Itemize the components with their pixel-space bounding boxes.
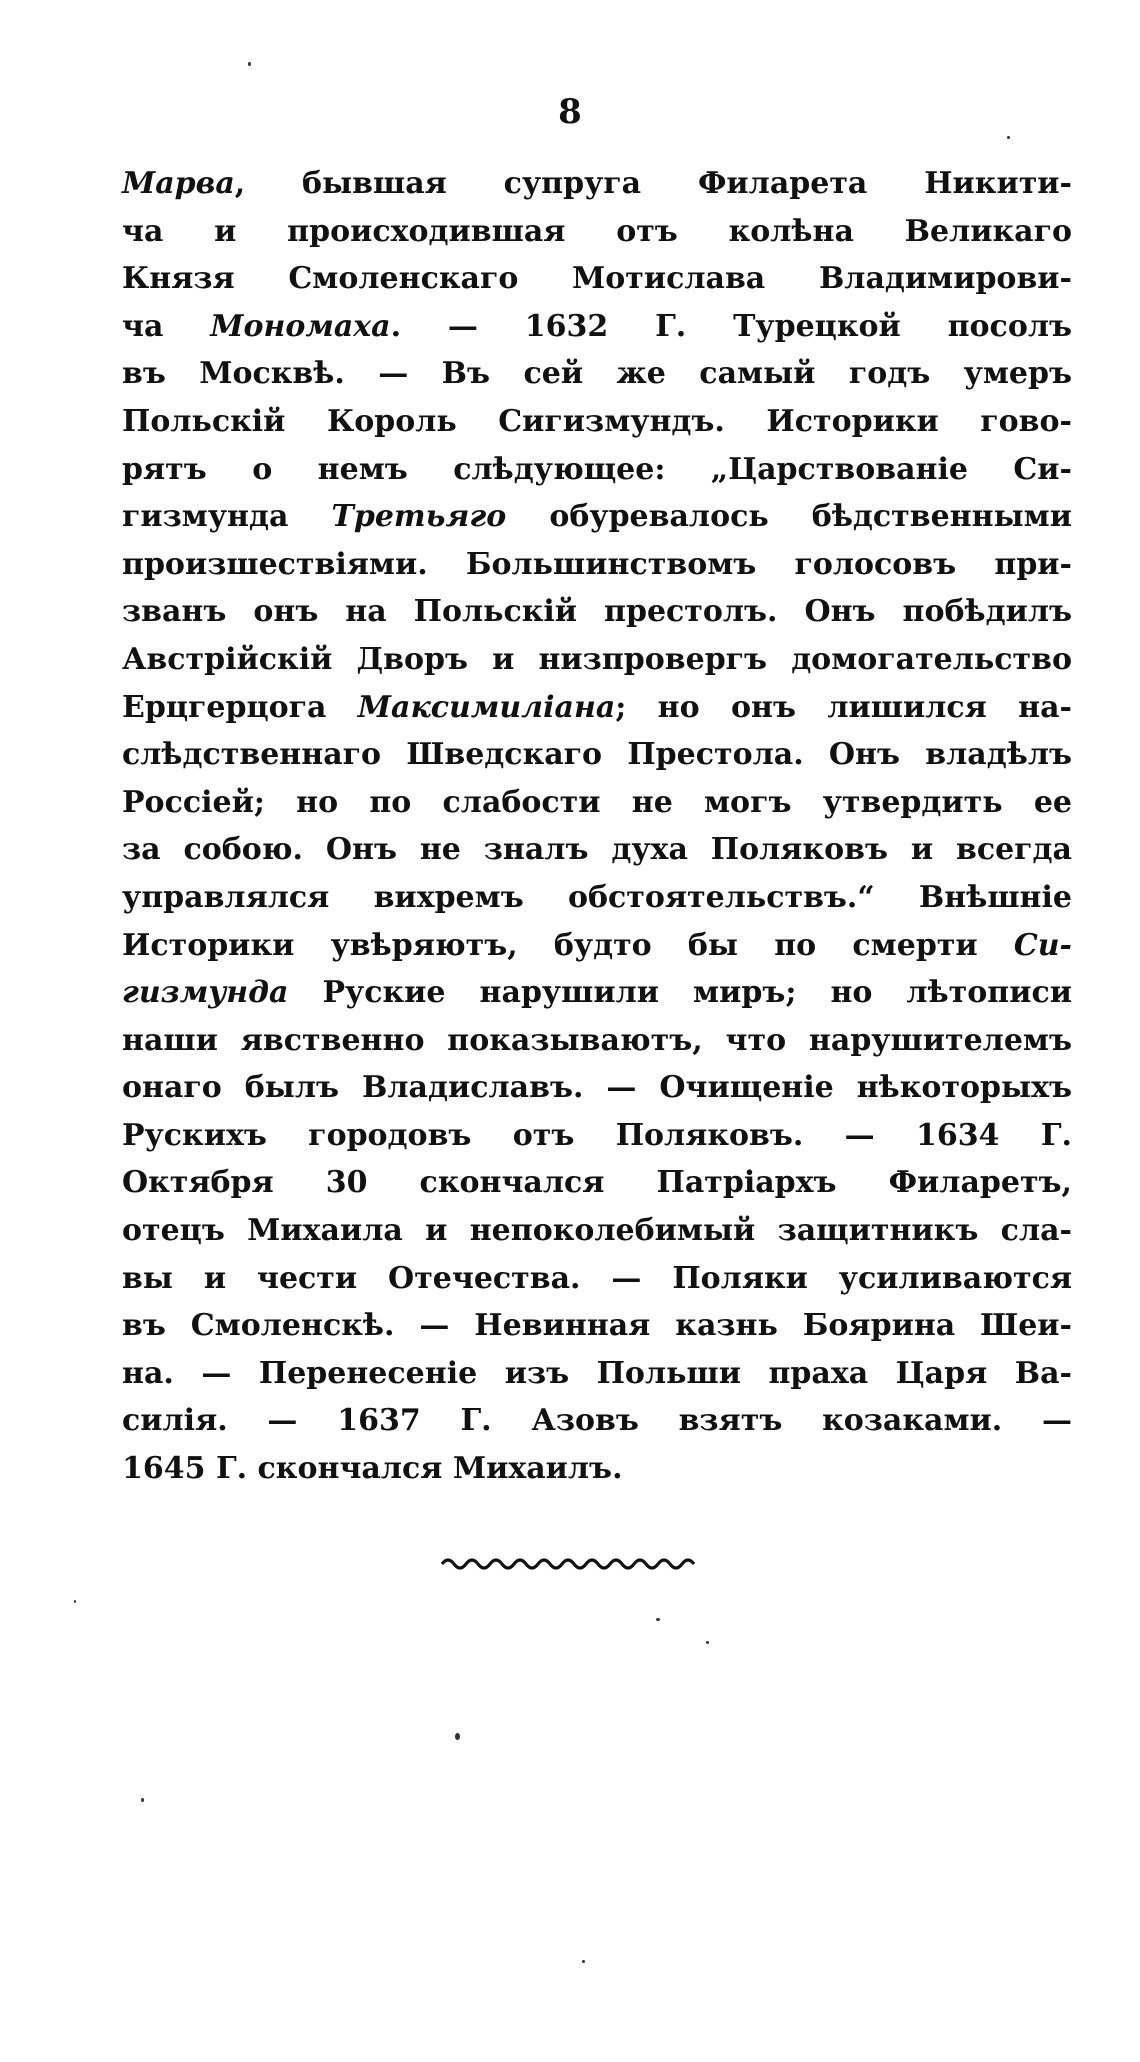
ink-speck <box>656 1618 660 1621</box>
text-line <box>122 160 1072 208</box>
text-line <box>122 1017 1072 1065</box>
body-text <box>122 160 1072 1493</box>
ink-speck <box>74 1600 76 1603</box>
italic-text-segment: гизмунда <box>122 975 289 1011</box>
text-line <box>122 684 1072 732</box>
text-line <box>122 208 1072 256</box>
text-segment: Рускихъ городовъ отъ Поляковъ. — 1634 Г. <box>122 1117 1072 1153</box>
text-segment: произшествіями. Большинствомъ голосовъ при- <box>122 546 1072 582</box>
text-segment: въ Смоленскѣ. — Невинная казнь Боярина Шеи- <box>122 1308 1072 1344</box>
text-segment: наши явственно показываютъ, что нарушителемъ <box>122 1022 1072 1058</box>
text-line <box>122 731 1072 779</box>
text-segment: . — 1632 Г. Турецкой посолъ <box>390 308 1072 344</box>
text-segment: Руские нарушили миръ; но лѣтописи <box>288 975 1072 1011</box>
ink-speck <box>706 1641 709 1644</box>
text-segment: ча <box>122 308 211 344</box>
text-line <box>122 779 1072 827</box>
text-line <box>122 922 1072 970</box>
italic-text-segment: Марва <box>122 166 235 201</box>
text-line <box>122 541 1072 589</box>
text-line <box>122 303 1072 351</box>
text-line <box>122 1397 1072 1445</box>
ink-speck <box>1007 136 1010 139</box>
italic-text-segment: Си- <box>1013 927 1072 963</box>
text-segment: рятъ о немъ слѣдующее: „Царствованіе Си- <box>122 451 1072 487</box>
text-segment: гизмунда <box>122 499 332 535</box>
text-line <box>122 969 1072 1017</box>
text-segment: слѣдственнаго Шведскаго Престола. Онъ владѣлъ <box>122 737 1072 773</box>
text-segment: Князя Смоленскаго Мотислава Владимирови- <box>122 261 1072 297</box>
text-segment: , бывшая супруга Филарета Никити- <box>234 166 1072 201</box>
text-line <box>122 588 1072 636</box>
ink-speck <box>582 1960 585 1963</box>
text-line <box>122 446 1072 494</box>
text-line <box>122 255 1072 303</box>
text-line <box>122 1207 1072 1255</box>
ink-speck <box>141 1798 144 1802</box>
text-line <box>122 493 1072 541</box>
text-line <box>122 1302 1072 1350</box>
text-line <box>122 1255 1072 1303</box>
text-segment: за собою. Онъ не зналъ духа Поляковъ и всегда <box>122 832 1072 868</box>
text-line <box>122 636 1072 684</box>
text-segment: званъ онъ на Польскій престолъ. Онъ побѣдилъ <box>122 594 1072 630</box>
text-segment: ча и происходившая отъ колѣна Великаго <box>122 213 1072 249</box>
text-line <box>122 1350 1072 1398</box>
ink-speck <box>455 1733 460 1740</box>
text-segment: въ Москвѣ. — Въ сей же самый годъ умеръ <box>122 356 1072 392</box>
text-line <box>122 350 1072 398</box>
ornament-divider <box>0 1556 1140 1576</box>
text-segment: вы и чести Отечества. — Поляки усиливаются <box>122 1260 1072 1296</box>
text-segment: Россіей; но по слабости не могъ утвердить ее <box>122 784 1072 820</box>
text-segment: онаго былъ Владиславъ. — Очищеніе нѣкоторыхъ <box>122 1070 1072 1106</box>
text-segment: Австрійскій Дворъ и низпровергъ домогательство <box>122 641 1072 677</box>
text-segment: на. — Перенесеніе изъ Польши праха Царя Ва- <box>122 1355 1072 1391</box>
text-line <box>122 1445 1072 1493</box>
italic-text-segment: Третьяго <box>331 499 507 535</box>
text-line <box>122 1064 1072 1112</box>
page-number: 8 <box>558 92 582 132</box>
text-segment: отецъ Михаила и непоколебимый защитникъ сла- <box>122 1213 1072 1249</box>
text-segment: ; но онъ лишился на- <box>615 689 1072 725</box>
text-segment: обуревалось бѣдственными <box>506 499 1072 535</box>
text-segment: управлялся вихремъ обстоятельствъ.“ Внѣшніе <box>122 879 1072 915</box>
text-line <box>122 826 1072 874</box>
text-segment: Историки увѣряютъ, будто бы по смерти <box>122 927 1014 963</box>
text-line <box>122 874 1072 922</box>
ink-speck <box>248 62 251 66</box>
text-line <box>122 398 1072 446</box>
text-segment: силія. — 1637 Г. Азовъ взятъ козаками. — <box>122 1403 1072 1439</box>
text-segment: Ерцгерцога <box>122 689 358 725</box>
text-segment: Польскій Король Сигизмундъ. Историки гово- <box>122 403 1072 439</box>
text-segment: Октября 30 скончался Патріархъ Филаретъ, <box>122 1165 1072 1201</box>
text-segment: 1645 Г. скончался Михаилъ. <box>122 1451 623 1487</box>
wavy-line-icon <box>440 1556 700 1572</box>
text-line <box>122 1159 1072 1207</box>
text-line <box>122 1112 1072 1160</box>
italic-text-segment: Мономаха <box>210 308 391 344</box>
italic-text-segment: Максимиліана <box>357 689 616 725</box>
